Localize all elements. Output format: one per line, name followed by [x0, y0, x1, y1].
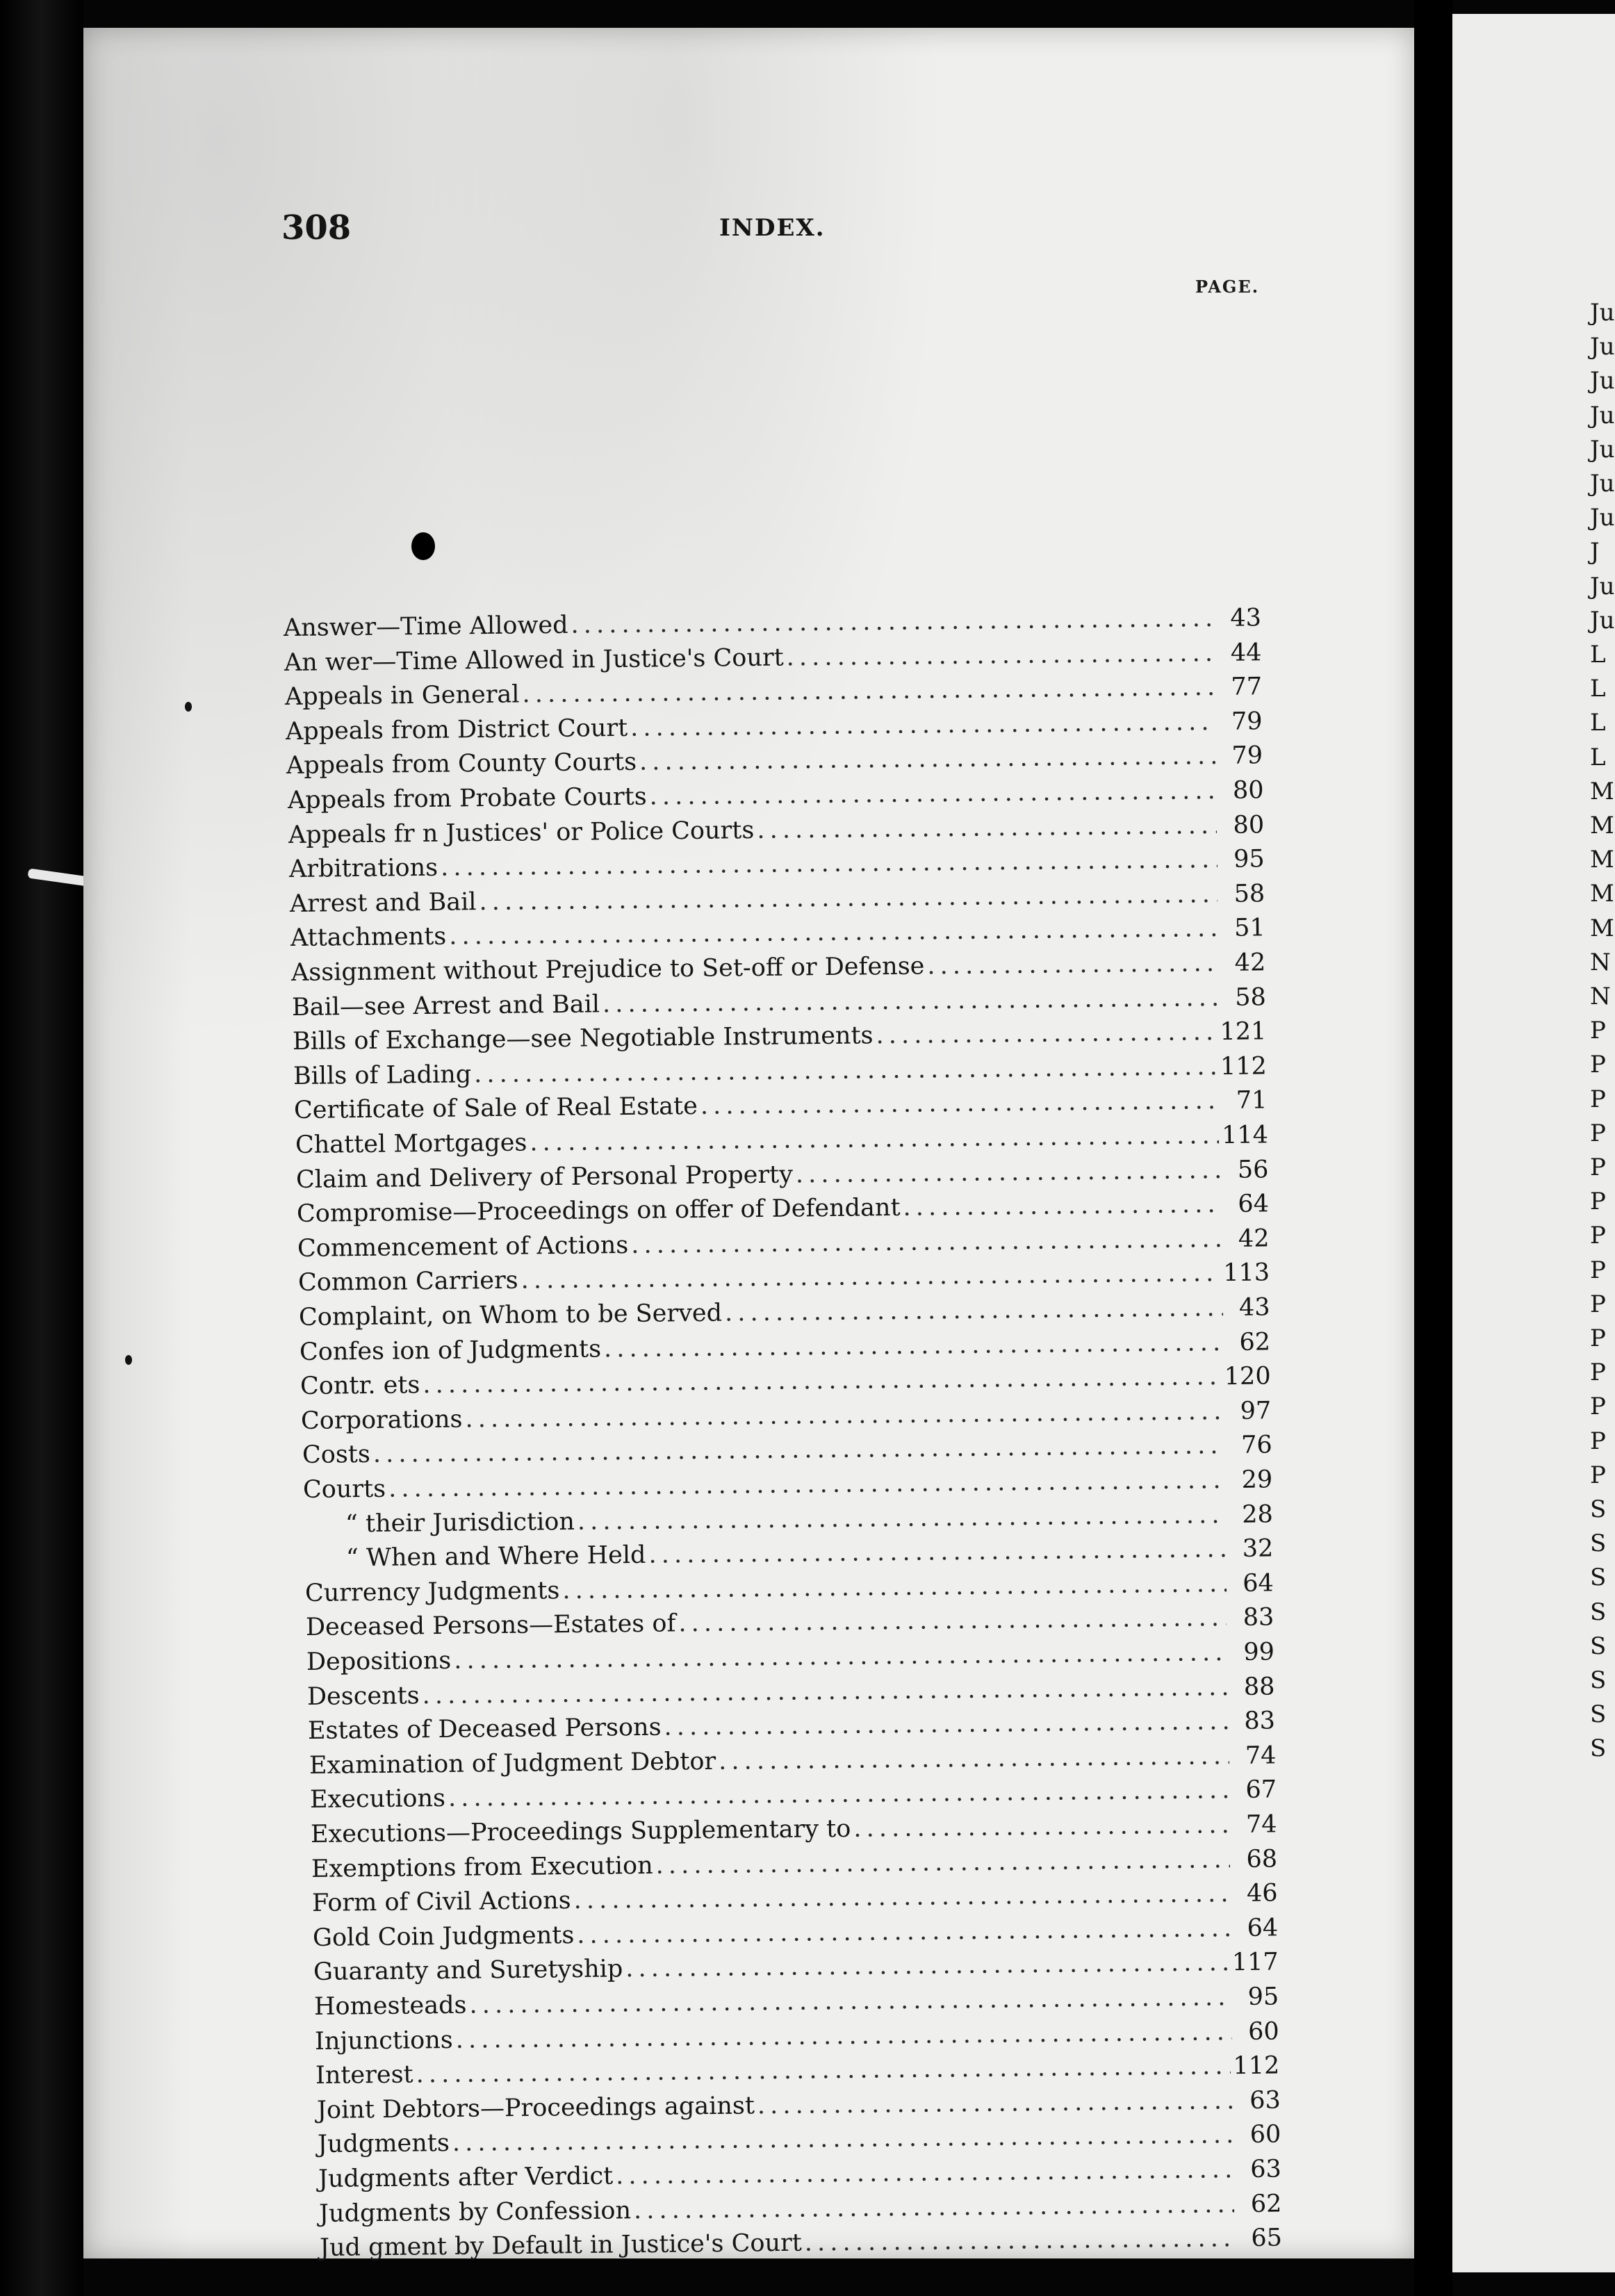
dot-leader: [616, 2153, 1234, 2192]
dot-leader: [795, 1154, 1221, 1191]
index-entry-page: 43: [1230, 604, 1262, 632]
index-entry-label: Bills of Lading: [293, 1060, 472, 1090]
facing-page-letter: L: [1590, 743, 1606, 771]
facing-page-letter: P: [1590, 1427, 1606, 1455]
facing-page-letter: P: [1590, 1359, 1606, 1387]
dot-leader: [805, 2222, 1236, 2259]
dot-leader: [853, 1808, 1230, 1846]
index-entry-page: 32: [1242, 1534, 1274, 1564]
facing-page-letter: Ju: [1590, 333, 1615, 361]
facing-page-letter: Ju: [1590, 504, 1615, 532]
facing-page-letter: M: [1590, 914, 1614, 942]
index-entry-label: Homesteads: [314, 1991, 467, 2021]
facing-page-letter: P: [1590, 1017, 1606, 1045]
facing-page-letter: L: [1590, 675, 1606, 703]
dot-leader: [602, 981, 1219, 1021]
index-entry-page: 76: [1240, 1431, 1272, 1460]
facing-page-letter: P: [1590, 1325, 1606, 1352]
dot-leader: [700, 1084, 1220, 1123]
index-entry-page: 65: [1251, 2224, 1283, 2253]
facing-page-letter: S: [1590, 1598, 1607, 1626]
facing-page-letter: S: [1590, 1700, 1607, 1729]
facing-page-letter: L: [1590, 709, 1606, 737]
index-entry-page: 64: [1247, 1914, 1279, 1942]
book-binding-edge: [0, 0, 83, 2296]
facing-page-letter: Ju: [1590, 435, 1615, 464]
index-entry-label: Compromise—Proceedings on offer of Defendant: [296, 1194, 901, 1229]
index-entry-page: 112: [1233, 2051, 1280, 2081]
index-entry-page: 74: [1245, 1741, 1277, 1770]
facing-page-letter: L: [1590, 641, 1606, 669]
index-entry-label: Jud gment by Default in Justice's Court: [319, 2229, 803, 2263]
dot-leader: [631, 1222, 1222, 1262]
dot-leader: [625, 1946, 1229, 1986]
index-entry-label: An wer—Time Allowed in Justice's Court: [284, 643, 784, 677]
facing-page-letter: P: [1590, 1256, 1606, 1284]
dot-leader: [649, 774, 1216, 814]
page-number: 308: [281, 208, 352, 247]
index-entry-label: Joint Debtors—Proceedings against: [316, 2092, 755, 2124]
index-entry-page: 42: [1238, 1224, 1270, 1253]
index-entry-label: Corporations: [301, 1405, 464, 1435]
facing-page-letter: Ju: [1590, 401, 1615, 429]
dot-leader: [604, 1326, 1224, 1366]
dot-leader: [927, 946, 1218, 983]
index-entry-page: 42: [1234, 949, 1266, 977]
facing-page-letter: N: [1590, 983, 1611, 1010]
dot-leader: [787, 637, 1215, 674]
facing-page-letter: Ju: [1590, 367, 1615, 395]
index-entry-label: Confes ion of Judgments: [300, 1335, 602, 1366]
index-entry-label: Assignment without Prejudice to Set-off or Defense: [290, 952, 925, 987]
index-entry-page: 64: [1243, 1569, 1274, 1598]
facing-page-letter: P: [1590, 1461, 1606, 1489]
facing-page-letter: S: [1590, 1735, 1607, 1763]
facing-page-letter: N: [1590, 948, 1611, 976]
index-entry-page: 80: [1232, 810, 1264, 839]
index-entry-label: Attachments: [290, 923, 447, 953]
dot-leader: [664, 1705, 1229, 1744]
dot-leader: [757, 809, 1217, 847]
facing-page-letter: Ju: [1590, 572, 1615, 600]
index-entry-label: Descents: [307, 1681, 420, 1711]
dot-leader: [571, 602, 1214, 642]
index-entry-page: 88: [1243, 1673, 1275, 1701]
dot-leader: [718, 1739, 1229, 1778]
index-entry-page: 46: [1246, 1879, 1278, 1908]
dot-leader: [876, 1015, 1218, 1052]
index-entry-label: Appeals from District Court: [286, 714, 628, 746]
index-entry-label: Exemptions from Execution: [311, 1851, 653, 1883]
index-entry-label: Currency Judgments: [304, 1576, 560, 1607]
running-title: INDEX.: [719, 214, 826, 242]
index-entry-page: 99: [1243, 1638, 1275, 1666]
index-entry-label: Complaint, on Whom to be Served: [298, 1299, 723, 1331]
index-entry-label: Answer—Time Allowed: [283, 611, 568, 642]
index-entry-page: 58: [1233, 880, 1265, 908]
facing-page-letter: M: [1590, 846, 1614, 874]
index-entry-label: Injunctions: [315, 2026, 454, 2056]
dot-leader: [639, 739, 1216, 779]
index-entry-page: 29: [1241, 1466, 1273, 1494]
index-entry-page: 28: [1241, 1500, 1273, 1529]
facing-page-letter: P: [1590, 1051, 1606, 1079]
index-entry-label: Claim and Delivery of Personal Property: [295, 1161, 793, 1194]
dot-leader: [725, 1291, 1223, 1330]
dot-leader: [634, 2188, 1235, 2227]
facing-page-letter: S: [1590, 1632, 1607, 1660]
page-gutter: [1414, 0, 1452, 2296]
index-entry-page: 74: [1245, 1810, 1277, 1839]
index-entry-label: Certificate of Sale of Real Estate: [294, 1092, 698, 1125]
index-entry-page: 68: [1246, 1845, 1278, 1873]
index-entry-label: Gold Coin Judgments: [312, 1921, 575, 1952]
facing-page-letter: Ju: [1590, 470, 1615, 498]
dot-leader: [757, 2084, 1233, 2122]
index-entry-page: 83: [1243, 1603, 1274, 1632]
facing-page-letter: Ju: [1590, 606, 1615, 634]
facing-page-letter: P: [1590, 1188, 1606, 1216]
index-entry-label: Chattel Mortgages: [295, 1129, 527, 1159]
index-entry-label: Judgments by Confession: [318, 2196, 632, 2228]
dot-leader: [903, 1188, 1222, 1224]
index-entry-label: Costs: [302, 1441, 370, 1470]
index-entry-page: 120: [1224, 1362, 1272, 1391]
ink-blot: [411, 532, 435, 560]
index-entry-page: 67: [1245, 1776, 1277, 1805]
facing-page-letter: M: [1590, 812, 1614, 839]
index-entry-page: 79: [1231, 707, 1263, 736]
index-entry-label: Form of Civil Actions: [311, 1887, 571, 1918]
facing-page-letter: S: [1590, 1564, 1607, 1592]
facing-page-letter: J: [1590, 538, 1600, 566]
dot-leader: [678, 1602, 1227, 1641]
index-entry-page: 63: [1249, 2086, 1281, 2115]
index-entry-label: “ When and Where Held: [345, 1541, 646, 1573]
index-entry-label: Examination of Judgment Debtor: [309, 1747, 716, 1780]
index-entry-page: 79: [1231, 741, 1263, 771]
index-entry-label: Depositions: [306, 1646, 452, 1676]
index-entry-label: Appeals from Probate Courts: [287, 782, 647, 814]
index-entry-page: 62: [1250, 2190, 1282, 2218]
index-entry-label: Guaranty and Suretyship: [313, 1955, 623, 1987]
facing-page-letter: S: [1590, 1495, 1607, 1523]
index-entry-label: Executions: [309, 1785, 445, 1814]
index-entry-label: Arrest and Bail: [289, 887, 477, 918]
dot-leader: [562, 1567, 1227, 1607]
index-entry-label: Courts: [302, 1475, 386, 1504]
index-entry-page: 117: [1231, 1948, 1279, 1977]
index-entry-page: 77: [1231, 673, 1263, 701]
index-entry-label: Commencement of Actions: [297, 1231, 629, 1263]
index-entry-label: Arbitrations: [288, 853, 438, 884]
facing-page-letter: P: [1590, 1290, 1606, 1318]
index-entry-label: Judgments: [317, 2129, 450, 2159]
facing-page-letter: P: [1590, 1085, 1606, 1113]
index-entry-page: 58: [1235, 983, 1267, 1012]
index-entry-page: 64: [1237, 1190, 1269, 1219]
dot-leader: [630, 705, 1215, 745]
dot-leader: [577, 1498, 1225, 1539]
index-entry-label: Appeals from County Courts: [286, 748, 637, 780]
facing-page-letter: Ju: [1590, 299, 1615, 327]
facing-page-letter: S: [1590, 1530, 1607, 1558]
dot-leader: [648, 1532, 1226, 1572]
index-entry-page: 97: [1240, 1397, 1272, 1425]
index-entry-page: 51: [1233, 914, 1265, 943]
index-entry-label: Bail—see Arrest and Bail: [291, 990, 600, 1022]
index-entry-label: Bills of Exchange—see Negotiable Instruments: [293, 1022, 874, 1056]
index-entry-page: 114: [1221, 1121, 1268, 1150]
index-entry-page: 83: [1244, 1707, 1276, 1736]
index-entry-page: 121: [1220, 1017, 1267, 1047]
index-entry-label: Interest: [315, 2060, 414, 2090]
index-entry-page: 44: [1230, 638, 1262, 667]
index-entry-label: “ their Jurisdiction: [345, 1507, 575, 1538]
dot-leader: [577, 1912, 1231, 1952]
index-entry-page: 71: [1236, 1086, 1268, 1115]
facing-page-letter: P: [1590, 1222, 1606, 1250]
dot-leader: [655, 1843, 1230, 1883]
index-entry-page: 62: [1239, 1327, 1271, 1356]
index-entry-page: 56: [1237, 1155, 1269, 1184]
index-entry-page: 60: [1248, 2017, 1280, 2046]
index-entry-page: 60: [1249, 2120, 1281, 2149]
facing-page-letter: P: [1590, 1154, 1606, 1181]
page-header: [281, 208, 1293, 250]
index-entry-page: 80: [1232, 776, 1264, 805]
index-entry-label: Contr. ets: [300, 1371, 420, 1401]
index-entry-label: Executions—Proceedings Supplementary to: [310, 1814, 851, 1848]
index-entry-label: Common Carriers: [297, 1267, 518, 1297]
index-entry-label: Deceased Persons—Estates of: [305, 1609, 676, 1642]
facing-page-letter: P: [1590, 1393, 1606, 1421]
facing-page-letter: M: [1590, 880, 1614, 908]
index-entry-page: 43: [1238, 1293, 1270, 1322]
facing-page-letter: P: [1590, 1119, 1606, 1147]
index-entry-label: Judgments after Verdict: [318, 2162, 614, 2193]
index-entry-page: 95: [1233, 845, 1265, 874]
index-entry-page: 112: [1220, 1052, 1268, 1081]
index-entry-page: 113: [1223, 1258, 1270, 1288]
facing-page-letter: M: [1590, 777, 1614, 805]
index-entry-label: Estates of Deceased Persons: [308, 1713, 662, 1746]
index-entry-label: Appeals in General: [284, 680, 520, 712]
ink-speck: [185, 702, 192, 712]
facing-page-letter: S: [1590, 1666, 1607, 1694]
index-entry-page: 63: [1249, 2155, 1281, 2183]
page-column-heading: PAGE.: [1195, 277, 1260, 297]
index-entry-label: Appeals fr n Justices' or Police Courts: [288, 816, 755, 849]
index-entry-page: 95: [1247, 1983, 1279, 2011]
ink-speck: [125, 1355, 132, 1365]
dot-leader: [573, 1877, 1230, 1917]
